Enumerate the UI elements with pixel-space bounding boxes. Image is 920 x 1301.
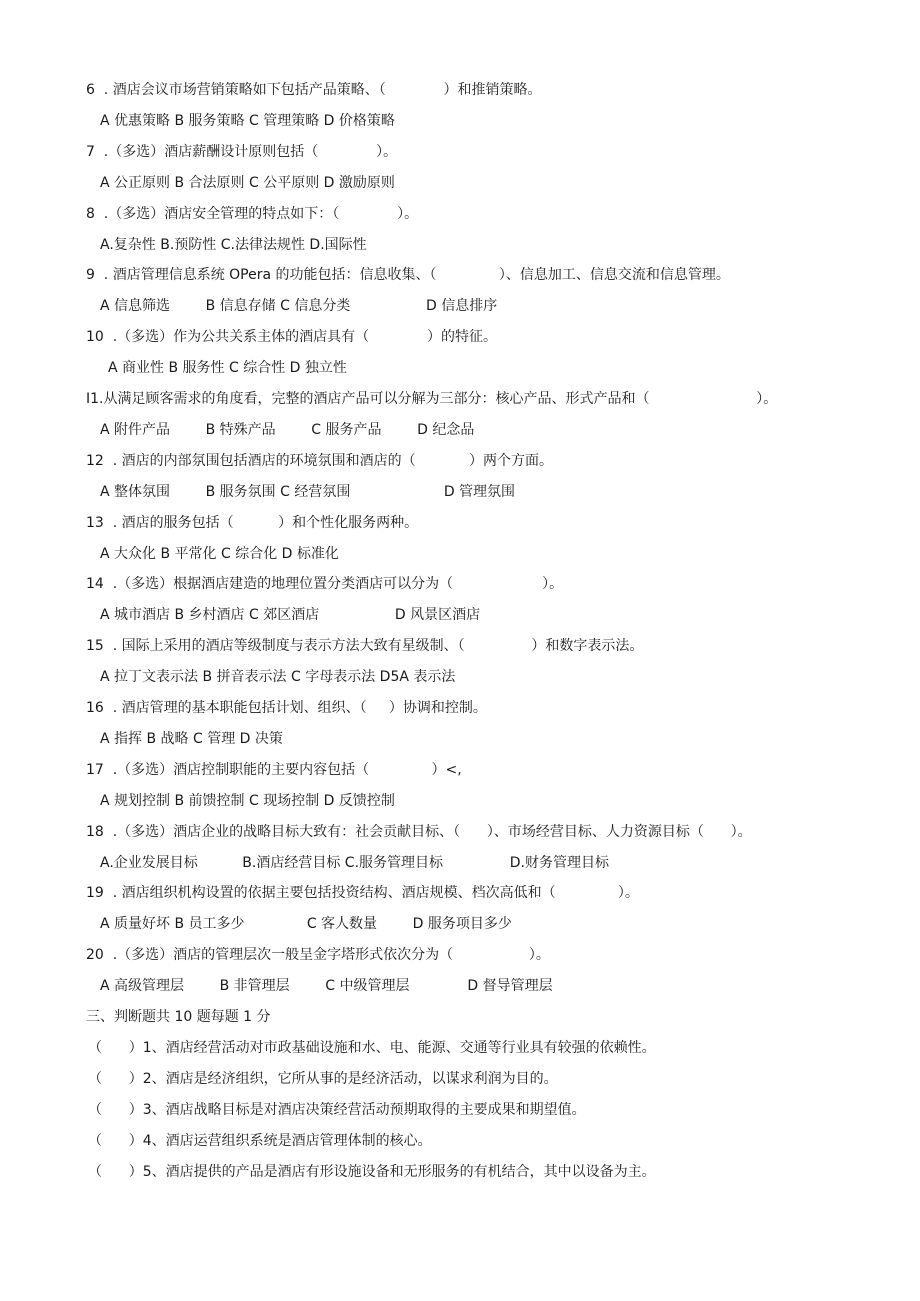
answer-options: A 高级管理层 B 非管理层 C 中级管理层 D 督导管理层 xyxy=(100,978,553,995)
question-text: 15 . 国际上采用的酒店等级制度与表示方法大致有星级制、（ ）和数字表示法。 xyxy=(86,638,644,655)
answer-options: A 优惠策略 B 服务策略 C 管理策略 D 价格策略 xyxy=(100,112,395,129)
question-text: 16 . 酒店管理的基本职能包括计划、组织、（ ）协调和控制。 xyxy=(86,700,487,716)
answer-options: A 信息筛选 B 信息存储 C 信息分类 D 信息排序 xyxy=(100,298,498,315)
question-text: 17 .（多选）酒店控制职能的主要内容包括（ ）<, xyxy=(86,761,462,778)
section-heading: 三、判断题共 10 题每题 1 分 xyxy=(86,1009,271,1025)
true-false-item: （ ）4、酒店运营组织系统是酒店管理体制的核心。 xyxy=(88,1132,432,1149)
answer-options: A 城市酒店 B 乡村酒店 C 郊区酒店 D 风景区酒店 xyxy=(100,607,481,624)
question-text: 12 . 酒店的内部氛围包括酒店的环境氛围和酒店的（ ）两个方面。 xyxy=(86,452,554,469)
question-text: 19 . 酒店组织机构设置的依据主要包括投资结构、酒店规模、档次高低和（ ）。 xyxy=(86,885,639,902)
question-text: 20 .（多选）酒店的管理层次一般呈金字塔形式依次分为（ ）。 xyxy=(86,947,550,964)
true-false-item: （ ）5、酒店提供的产品是酒店有形设施设备和无形服务的有机结合，其中以设备为主。 xyxy=(88,1163,656,1180)
answer-options: A 商业性 B 服务性 C 综合性 D 独立性 xyxy=(108,360,347,377)
question-text: 18 .（多选）酒店企业的战略目标大致有：社会贡献目标、（ ）、市场经营目标、人力资源目标（ ）。 xyxy=(86,823,752,840)
answer-options: A.复杂性 B.预防性 C.法律法规性 D.国际性 xyxy=(100,236,367,253)
answer-options: A 大众化 B 平常化 C 综合化 D 标准化 xyxy=(100,545,339,562)
answer-options: A 附件产品 B 特殊产品 C 服务产品 D 纪念品 xyxy=(100,421,475,438)
answer-options: A.企业发展目标 B.酒店经营目标 C.服务管理目标 D.财务管理目标 xyxy=(100,854,609,871)
question-text: I1.从满足顾客需求的角度看，完整的酒店产品可以分解为三部分：核心产品、形式产品和（ ）。 xyxy=(86,391,778,407)
question-text: 13 . 酒店的服务包括（ ）和个性化服务两种。 xyxy=(86,514,419,531)
true-false-item: （ ）2、酒店是经济组织，它所从事的是经济活动，以谋求利润为目的。 xyxy=(88,1070,558,1087)
answer-options: A 指挥 B 战略 C 管理 D 决策 xyxy=(100,730,283,747)
answer-options: A 公正原则 B 合法原则 C 公平原则 D 激励原则 xyxy=(100,174,395,191)
answer-options: A 整体氛围 B 服务氛围 C 经营氛围 D 管理氛围 xyxy=(100,483,516,500)
answer-options: A 质量好坏 B 员工多少 C 客人数量 D 服务项目多少 xyxy=(100,916,512,933)
true-false-item: （ ）3、酒店战略目标是对酒店决策经营活动预期取得的主要成果和期望值。 xyxy=(88,1101,586,1118)
question-text: 8 .（多选）酒店安全管理的特点如下：（ ）。 xyxy=(86,205,419,222)
question-text: 9 . 酒店管理信息系统 OPera 的功能包括：信息收集、（ ）、信息加工、信息交流和信息管理。 xyxy=(86,267,730,284)
question-text: 14 .（多选）根据酒店建造的地理位置分类酒店可以分为（ ）。 xyxy=(86,576,564,593)
true-false-item: （ ）1、酒店经营活动对市政基础设施和水、电、能源、交通等行业具有较强的依赖性。 xyxy=(88,1039,656,1056)
question-text: 7 .（多选）酒店薪酬设计原则包括（ ）。 xyxy=(86,143,398,160)
question-text: 6 . 酒店会议市场营销策略如下包括产品策略、（ ）和推销策略。 xyxy=(86,82,542,98)
question-text: 10 .（多选）作为公共关系主体的酒店具有（ ）的特征。 xyxy=(86,329,498,346)
answer-options: A 拉丁文表示法 B 拼音表示法 C 字母表示法 D5A 表示法 xyxy=(100,669,456,686)
answer-options: A 规划控制 B 前馈控制 C 现场控制 D 反馈控制 xyxy=(100,792,395,809)
